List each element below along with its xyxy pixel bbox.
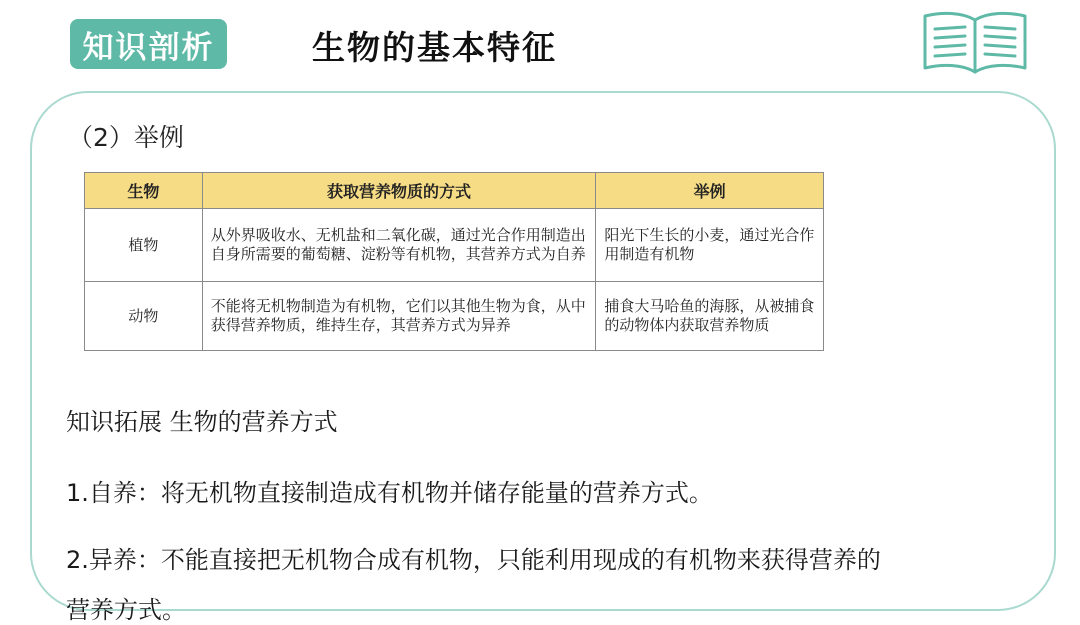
method-cell: 从外界吸收水、无机盐和二氧化碳，通过光合作用制造出自身所需要的葡萄糖、淀粉等有机物，其营养方式为自养 — [202, 209, 596, 282]
nutrition-table — [84, 172, 824, 351]
example-cell: 捕食大马哈鱼的海豚，从被捕食的动物体内获取营养物质 — [596, 282, 824, 351]
heterotroph-definition: 2.异养：不能直接把无机物合成有机物，只能利用现成的有机物来获得营养的 — [66, 546, 881, 574]
column-header: 举例 — [596, 173, 824, 209]
page-title: 生物的基本特征 — [312, 27, 557, 67]
method-cell: 不能将无机物制造为有机物，它们以其他生物为食，从中获得营养物质，维持生存，其营养方式为异养 — [202, 282, 596, 351]
section-label: （2）举例 — [68, 123, 184, 152]
table-row — [85, 282, 824, 351]
table-row — [85, 209, 824, 282]
extension-title: 知识拓展 生物的营养方式 — [66, 408, 338, 436]
table-header-row — [85, 173, 824, 209]
column-header: 获取营养物质的方式 — [202, 173, 596, 209]
organism-cell: 植物 — [85, 209, 203, 282]
heterotroph-definition-continued: 营养方式。 — [66, 596, 186, 624]
section-badge: 知识剖析 — [70, 19, 227, 69]
autotroph-definition: 1.自养：将无机物直接制造成有机物并储存能量的营养方式。 — [66, 479, 713, 507]
content-card — [30, 91, 1056, 611]
example-cell: 阳光下生长的小麦，通过光合作用制造有机物 — [596, 209, 824, 282]
open-book-icon — [918, 4, 1032, 74]
column-header: 生物 — [85, 173, 203, 209]
organism-cell: 动物 — [85, 282, 203, 351]
